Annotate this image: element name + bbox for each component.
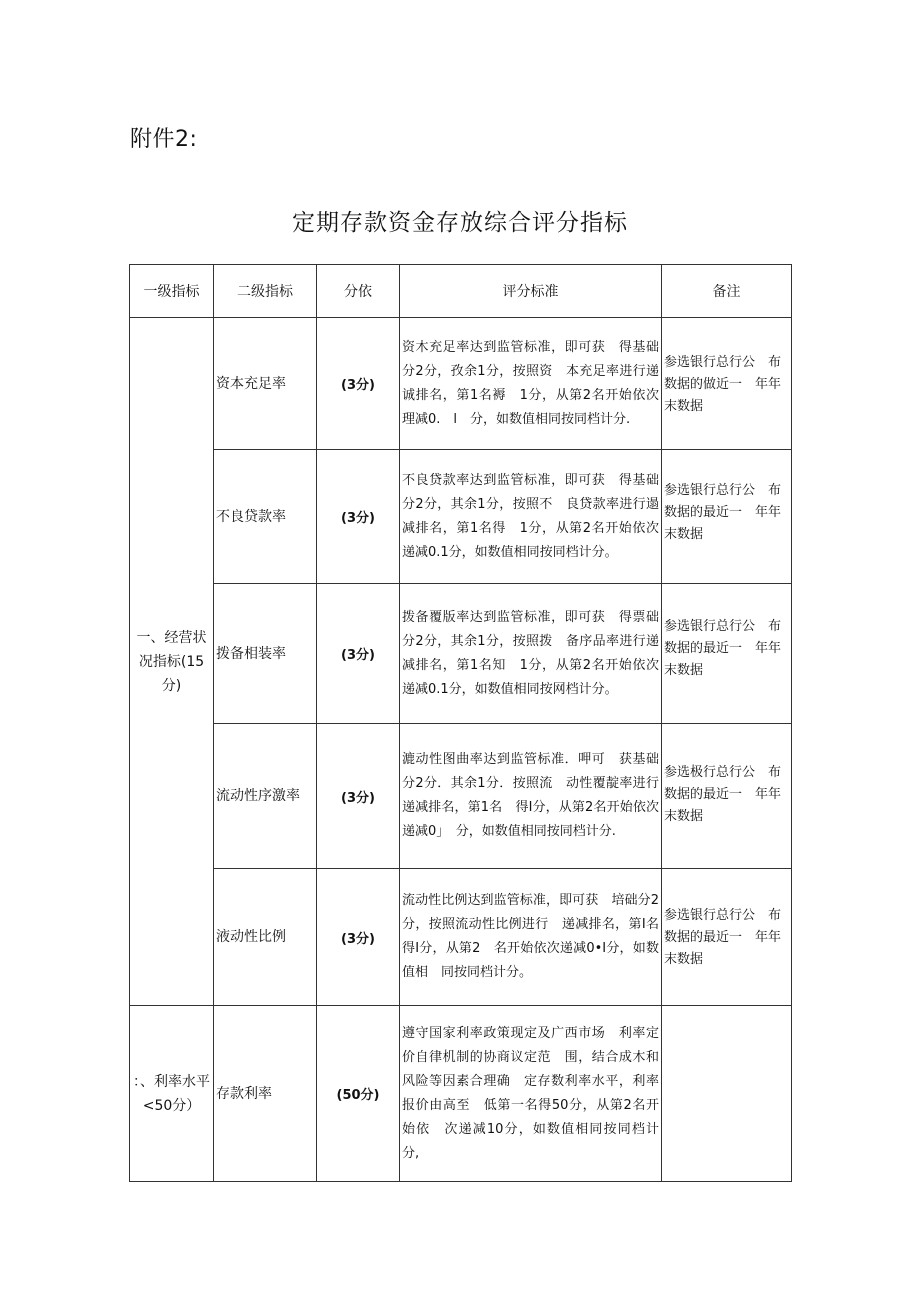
table-row <box>130 724 792 869</box>
note-text: 参选极行总行公 布数据的最近一 年年末数据 <box>664 765 782 824</box>
level2-cell: 资本充足率 <box>214 318 317 450</box>
header-score: 分依 <box>317 265 400 318</box>
level2-cell: 拨备相装率 <box>214 584 317 724</box>
level2-cell: 液动性比例 <box>214 869 317 1006</box>
score-cell: (3分) <box>317 318 400 450</box>
criteria-cell: 资木充足率达到监管标准，即可获 得基础分2分，孜余1分，按照资 本充足率进行递诚排名，第1名褥 1分，从第2名开始依次理减0. l 分，如数值相同按同档计分. <box>400 318 662 450</box>
criteria-cell: 流动性比例达到监管标准，即可获 培础分2分，按照流动性比例进行 递减排名，第I名得I分，从第2 名开始依次递减0•I分，如数值相 同按同档计分。 <box>400 869 662 1006</box>
attachment-label: 附件2: <box>130 127 198 152</box>
score-cell: (3分) <box>317 869 400 1006</box>
note-text: 参选银行总行公 布数据的最近一 年年末数据 <box>664 619 782 678</box>
level2-cell: 存款利率 <box>214 1006 317 1182</box>
page-title: 定期存款资金存放综合评分指标 <box>292 210 628 236</box>
note-cell <box>662 450 792 584</box>
level1-operating-status: 一、经营状况指标(15分) <box>130 318 214 1006</box>
header-level1: 一级指标 <box>130 265 214 318</box>
header-level2: 二级指标 <box>214 265 317 318</box>
header-note: 备注 <box>662 265 792 318</box>
score-cell: (3分) <box>317 724 400 869</box>
note-cell <box>662 318 792 450</box>
table-row <box>130 450 792 584</box>
note-text: 参选银行总行公 布数据的做近一 年年末数据 <box>664 355 782 414</box>
score-cell: (3分) <box>317 584 400 724</box>
score-cell: (50分) <box>317 1006 400 1182</box>
criteria-cell: 漉动性图曲率达到监管标准．呷可 获基础分2分．其余1分．按照流 动性覆靛率进行递减排名，第1名 得I分，从第2名开始依次递减0」 分，如数值相同按同档计分. <box>400 724 662 869</box>
level1-interest-rate: ：、利率水平<50分） <box>130 1006 214 1182</box>
level2-cell: 流动性序激率 <box>214 724 317 869</box>
level2-cell: 不良贷款率 <box>214 450 317 584</box>
score-cell: (3分) <box>317 450 400 584</box>
criteria-cell: 不良贷款率达到监管标准，即可获 得基础分2分，其余1分，按照不 良贷款率进行遢减排名，第1名得 1分，从第2名开始依次递减0.1分，如数值相同按同档计分。 <box>400 450 662 584</box>
note-text: 参选银行总行公 布数据的最近一 年年末数据 <box>664 908 782 967</box>
table-row <box>130 1006 792 1182</box>
table-row <box>130 869 792 1006</box>
table-row <box>130 584 792 724</box>
criteria-cell: 拨备覆版率达到监管标准，即可获 得票础分2分，其余1分，按照拨 备序品率进行递减排名，第1名知 1分，从第2名开始依次递减0.1分，如数值相同按网档计分。 <box>400 584 662 724</box>
table-row <box>130 318 792 450</box>
scoring-table <box>129 264 792 1182</box>
note-cell <box>662 869 792 1006</box>
header-criteria: 评分标准 <box>400 265 662 318</box>
note-cell <box>662 724 792 869</box>
note-cell <box>662 1006 792 1182</box>
criteria-cell: 遵守国家利率政策现定及广西市场 利率定价自律机制的协商议定范 围，结合成木和风险等因素合理确 定存数利率水平，利率报价由高至 低第一名得50分，从第2名开始依 次递减10分，如数值相同按同档计 分, <box>400 1006 662 1182</box>
note-text: 参选银行总行公 布数据的最近一 年年末数据 <box>664 483 782 542</box>
note-cell <box>662 584 792 724</box>
table-header-row <box>130 265 792 318</box>
